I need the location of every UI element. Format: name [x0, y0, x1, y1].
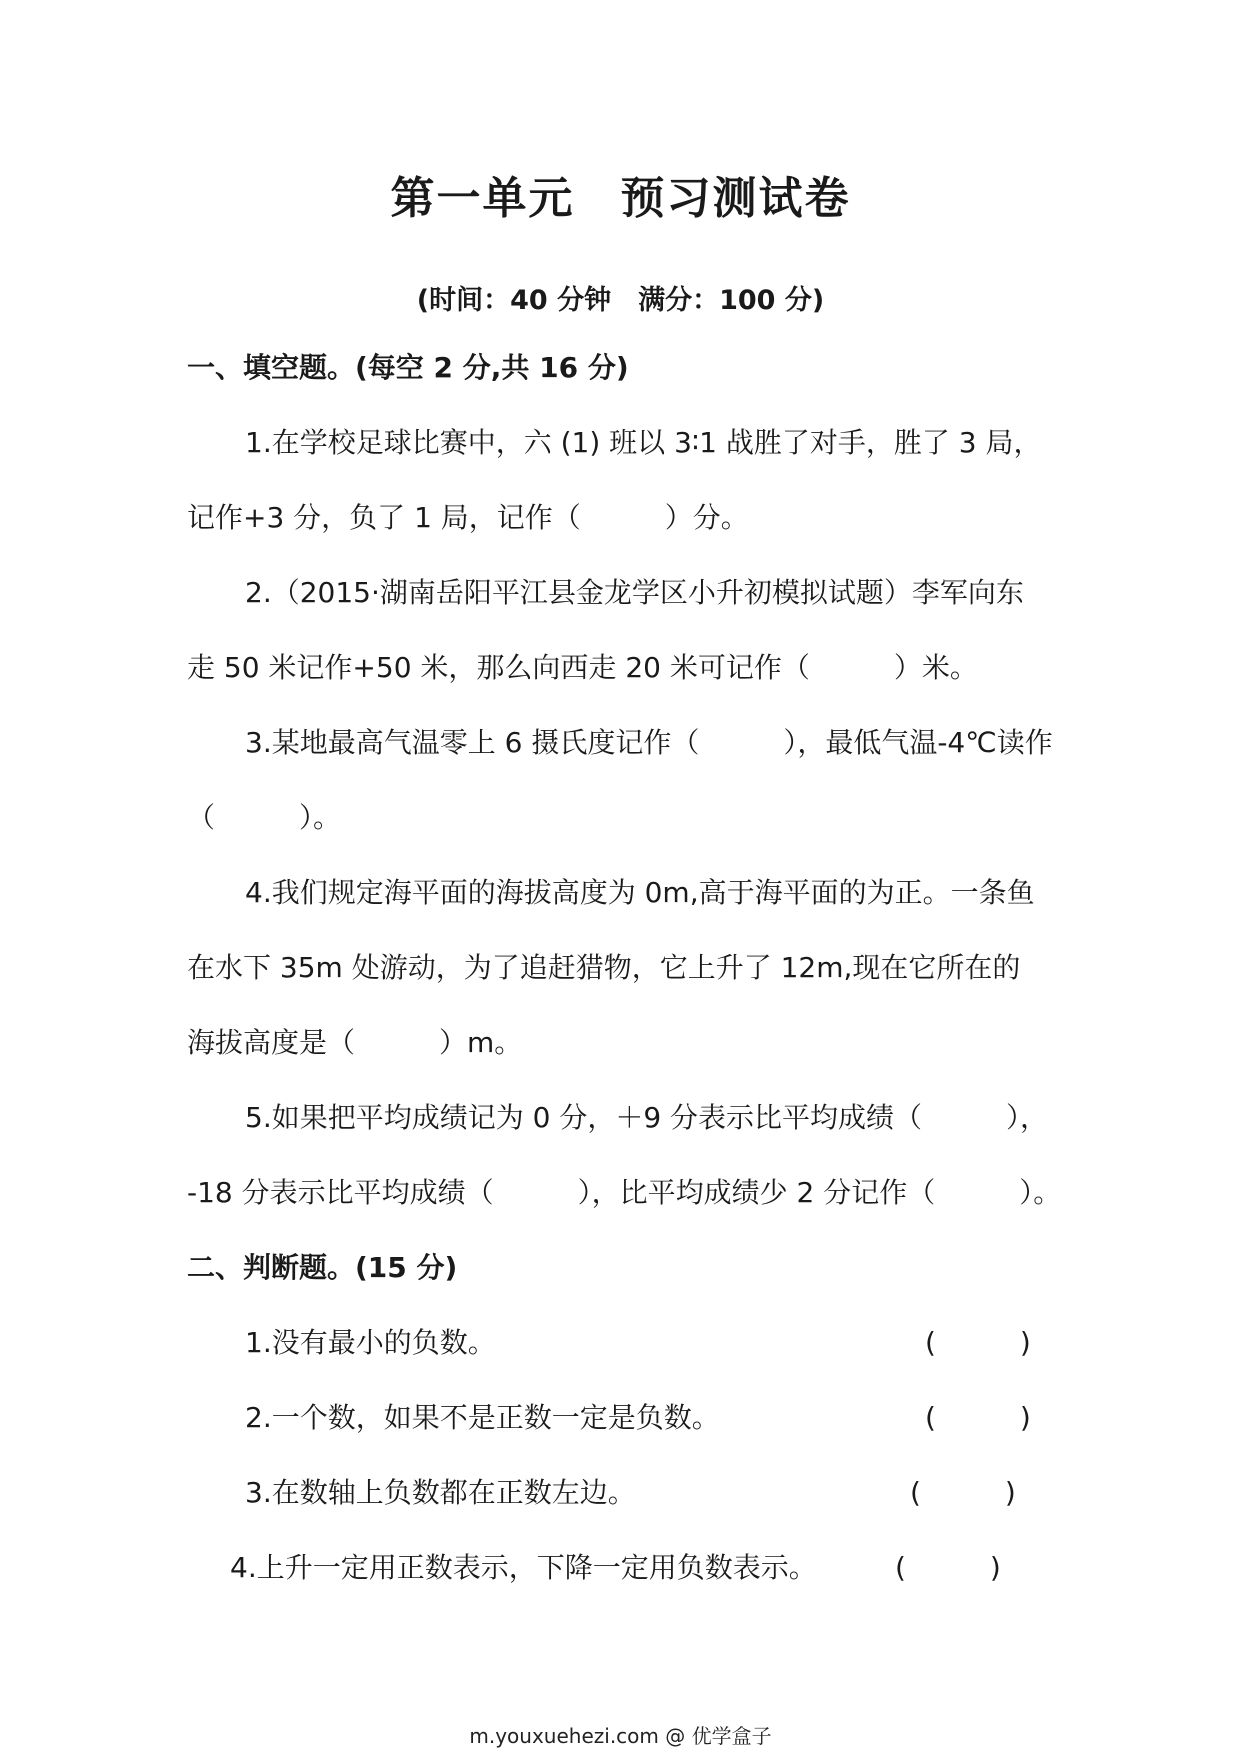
- question-line: 2.（2015·湖南岳阳平江县金龙学区小升初模拟试题）李军向东: [245, 576, 1024, 609]
- question-line: 5.如果把平均成绩记为 0 分，＋9 分表示比平均成绩（ ），: [245, 1101, 1049, 1134]
- question-line: 4.我们规定海平面的海拔高度为 0m,高于海平面的为正。一条鱼: [245, 876, 1035, 909]
- section-heading-true-false: 二、判断题。(15 分): [187, 1251, 458, 1284]
- footer-watermark: m.youxuehezi.com @ 优学盒子: [469, 1724, 772, 1748]
- judgement-item-text: 1.没有最小的负数。: [245, 1326, 496, 1359]
- judgement-item-text: 3.在数轴上负数都在正数左边。: [245, 1476, 636, 1509]
- section-heading-fill-blank: 一、填空题。(每空 2 分,共 16 分): [187, 351, 629, 384]
- question-line: （ ）。: [187, 801, 342, 834]
- question-line: 走 50 米记作+50 米，那么向西走 20 米可记作（ ）米。: [187, 651, 978, 684]
- answer-parentheses: ( ): [925, 1326, 1031, 1359]
- answer-parentheses: ( ): [910, 1476, 1016, 1509]
- judgement-item-text: 4.上升一定用正数表示，下降一定用负数表示。: [230, 1551, 817, 1584]
- page-title: 第一单元 预习测试卷: [390, 173, 851, 224]
- answer-parentheses: ( ): [895, 1551, 1001, 1584]
- question-line: 3.某地最高气温零上 6 摄氏度记作（ ），最低气温-4℃读作: [245, 726, 1053, 759]
- answer-parentheses: ( ): [925, 1401, 1031, 1434]
- page-subtitle: (时间：40 分钟 满分：100 分): [416, 285, 825, 316]
- question-line: 1.在学校足球比赛中，六 (1) 班以 3∶1 战胜了对手，胜了 3 局，: [245, 426, 1042, 459]
- question-line: 在水下 35m 处游动，为了追赶猎物，它上升了 12m,现在它所在的: [187, 951, 1021, 984]
- question-line: -18 分表示比平均成绩（ ），比平均成绩少 2 分记作（ ）。: [187, 1176, 1062, 1209]
- judgement-item-text: 2.一个数，如果不是正数一定是负数。: [245, 1401, 720, 1434]
- question-line: 海拔高度是（ ）m。: [187, 1026, 523, 1059]
- question-line: 记作+3 分，负了 1 局，记作（ ）分。: [187, 501, 749, 534]
